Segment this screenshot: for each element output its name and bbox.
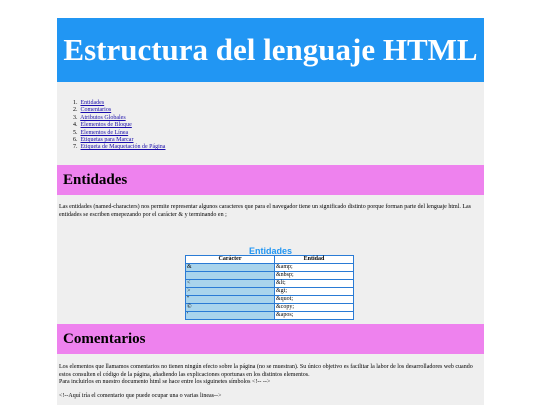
comentarios-example: <!--Aquí iría el comentario que puede ocupar una o varias lineas--> bbox=[59, 393, 222, 399]
comentarios-text-1: Los elementos que llamamos comentarios no tienen ningún efecto sobre la página (no se muestran). Su único objetivo es facilitar la labor de los desarrolladores web cuando estos consulten el código de la página, añadiendo las explicaciones oportunas en los distintos elementos. bbox=[59, 364, 473, 378]
toc-link-etiquetas-marcar[interactable]: Etiquetas para Marcar bbox=[80, 137, 134, 144]
char-cell bbox=[186, 272, 275, 280]
toc-item: 7. Etiqueta de Maquetación de Página bbox=[73, 144, 166, 151]
table-row bbox=[186, 296, 354, 304]
entity-cell: &lt; bbox=[275, 280, 354, 288]
char-cell: © bbox=[186, 304, 275, 312]
table-row bbox=[186, 280, 354, 288]
toc-link-comentarios[interactable]: Comentarios bbox=[80, 107, 112, 114]
column-header-entidad: Entidad bbox=[275, 256, 354, 264]
table-row bbox=[186, 312, 354, 320]
entity-cell: &apos; bbox=[275, 312, 354, 320]
entity-cell: &nbsp; bbox=[275, 272, 354, 280]
table-row bbox=[186, 304, 354, 312]
entity-cell: &copy; bbox=[275, 304, 354, 312]
page-container bbox=[57, 18, 484, 405]
table-row bbox=[186, 264, 354, 272]
table-row bbox=[186, 288, 354, 296]
toc-link-entidades[interactable]: Entidades bbox=[80, 100, 105, 106]
toc-link-elementos-linea[interactable]: Elementos de Línea bbox=[80, 129, 129, 136]
comentarios-text-2: Para incluirlos en nuestro documento html se hace entre los siguinetes símbolos <!-- --> bbox=[59, 379, 271, 386]
table-of-contents bbox=[57, 100, 165, 152]
toc-item: 4. Elementos de Bloque bbox=[73, 122, 132, 129]
section-header-entidades bbox=[57, 165, 484, 195]
table-title: Entidades bbox=[248, 246, 292, 256]
entity-cell: &gt; bbox=[275, 288, 354, 296]
char-cell: & bbox=[186, 264, 275, 272]
toc-item: 3. Atributos Globales bbox=[73, 114, 126, 121]
section-title-comentarios: Comentarios bbox=[63, 330, 146, 347]
entity-cell: &quot; bbox=[275, 296, 354, 304]
page-title: Estructura del lenguaje HTML bbox=[63, 32, 478, 67]
char-cell: ' bbox=[186, 312, 275, 320]
toc-item: 5. Elementos de Línea bbox=[73, 129, 129, 136]
toc-link-atributos-globales[interactable]: Atributos Globales bbox=[80, 114, 126, 121]
toc-item: 6. Etiquetas para Marcar bbox=[73, 137, 134, 144]
toc-link-elementos-bloque[interactable]: Elementos de Bloque bbox=[80, 122, 132, 129]
char-cell: > bbox=[186, 288, 275, 296]
section-title-entidades: Entidades bbox=[63, 171, 128, 188]
comentarios-paragraph bbox=[59, 364, 479, 387]
entidades-paragraph: Las entidades (named-characters) nos permite representar algunos caracteres que para el navegador tiene un significado distinto porque forman parte del lenguaje html. Las entidades se escriben emepezando por el carácter & y terminando en ; bbox=[59, 204, 471, 218]
char-cell: " bbox=[186, 296, 275, 304]
column-header-caracter: Carácter bbox=[186, 256, 275, 264]
section-header-comentarios bbox=[57, 324, 484, 354]
char-cell: < bbox=[186, 280, 275, 288]
entities-table bbox=[185, 255, 354, 320]
table-row bbox=[186, 272, 354, 280]
toc-link-maquetacion[interactable]: Etiqueta de Maquetación de Página bbox=[80, 144, 166, 151]
toc-item: 2. Comentarios bbox=[73, 107, 112, 114]
toc-item: 1. Entidades bbox=[73, 100, 105, 106]
header-banner bbox=[57, 18, 484, 82]
entity-cell: &amp; bbox=[275, 264, 354, 272]
table-header-row bbox=[186, 256, 354, 264]
